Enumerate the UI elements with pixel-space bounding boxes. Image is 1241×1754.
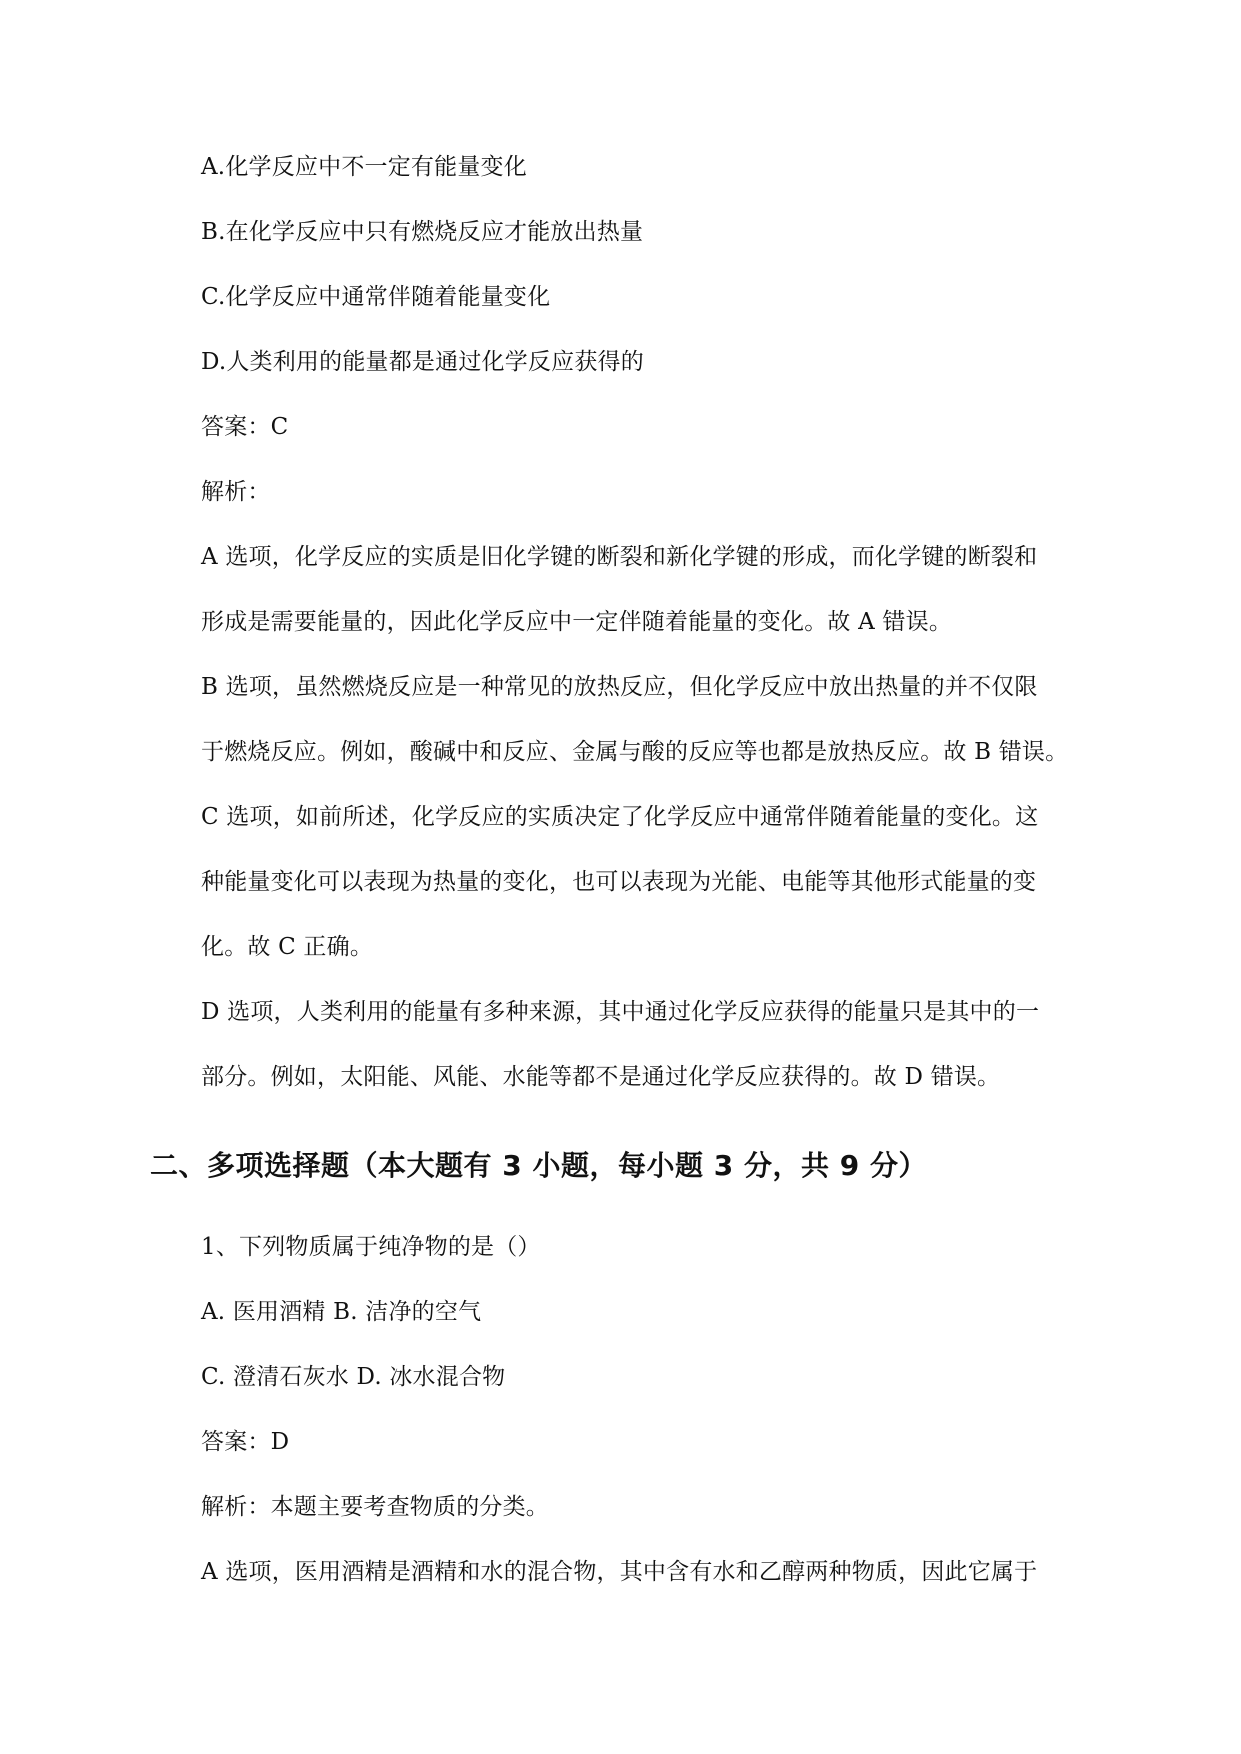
analysis-intro: 解析：本题主要考查物质的分类。 — [201, 1494, 549, 1520]
analysis-paragraph-line: 种能量变化可以表现为热量的变化，也可以表现为光能、电能等其他形式能量的变 — [201, 869, 1037, 895]
analysis-paragraph-line: 部分。例如，太阳能、风能、水能等都不是通过化学反应获得的。故 D 错误。 — [201, 1064, 1001, 1090]
analysis-label: 解析： — [201, 479, 271, 505]
answer-line: 答案：D — [201, 1429, 290, 1455]
analysis-paragraph-line: C 选项，如前所述，化学反应的实质决定了化学反应中通常伴随着能量的变化。这 — [201, 804, 1039, 830]
analysis-paragraph-line: 形成是需要能量的，因此化学反应中一定伴随着能量的变化。故 A 错误。 — [201, 609, 953, 635]
option-a: A.化学反应中不一定有能量变化 — [201, 154, 527, 180]
option-b: B.在化学反应中只有燃烧反应才能放出热量 — [201, 219, 644, 245]
analysis-paragraph-line: B 选项，虽然燃烧反应是一种常见的放热反应，但化学反应中放出热量的并不仅限 — [201, 674, 1038, 700]
analysis-paragraph-line: 于燃烧反应。例如，酸碱中和反应、金属与酸的反应等也都是放热反应。故 B 错误。 — [201, 739, 1069, 765]
analysis-paragraph-line: A 选项，化学反应的实质是旧化学键的断裂和新化学键的形成，而化学键的断裂和 — [201, 544, 1038, 570]
analysis-paragraph-line: 化。故 C 正确。 — [201, 934, 374, 960]
answer-line: 答案：C — [201, 414, 289, 440]
analysis-paragraph-line: A 选项，医用酒精是酒精和水的混合物，其中含有水和乙醇两种物质，因此它属于 — [201, 1559, 1038, 1585]
analysis-paragraph-line: D 选项，人类利用的能量有多种来源，其中通过化学反应获得的能量只是其中的一 — [201, 999, 1040, 1025]
option-c: C.化学反应中通常伴随着能量变化 — [201, 284, 551, 310]
section-heading: 二、多项选择题（本大题有 3 小题，每小题 3 分，共 9 分） — [150, 1149, 927, 1182]
option-d: D.人类利用的能量都是通过化学反应获得的 — [201, 349, 644, 375]
question-options-line: A. 医用酒精 B. 洁净的空气 — [201, 1299, 482, 1325]
question-options-line: C. 澄清石灰水 D. 冰水混合物 — [201, 1364, 506, 1390]
question-stem: 1、下列物质属于纯净物的是（） — [201, 1234, 541, 1260]
